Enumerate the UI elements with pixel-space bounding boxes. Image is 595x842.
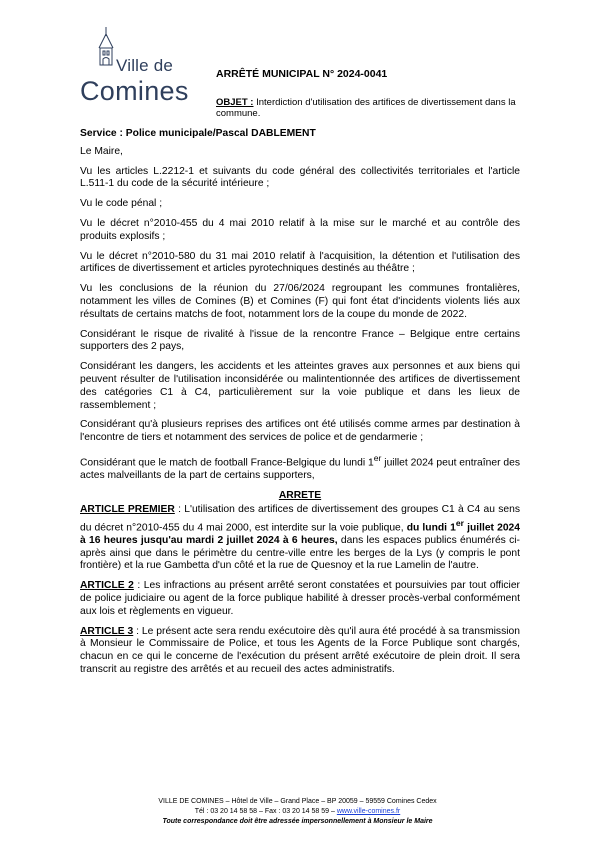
objet: [216, 97, 526, 119]
article-1-text-a: : L'utilisation des artifices de divertissement des groupes C1 à C4 au sens du décret n°2010-455 du 4 mai 2000, est interdite sur la voie publique,: [80, 503, 520, 533]
article-3-text: : Le présent acte sera rendu exécutoire dès qu'il aura été procédé à sa transmission à Monsieur le Commissaire de Police, et tous les Agents de la Force Publique sont chargés, chacun en ce qui le concerne de l'exécution du présent arrêté exécutoire de plein droit. Il sera transcrit au registre des arrêtés et au recueil des actes administratifs.: [80, 625, 520, 675]
article-3-label: ARTICLE 3: [80, 625, 134, 637]
website-link[interactable]: www.ville-comines.fr: [336, 808, 401, 815]
considerant-3: Considérant qu'à plusieurs reprises des artifices ont été utilisés comme armes par destination à l'encontre de tiers et notamment des services de police et de gendarmerie ;: [80, 419, 520, 444]
arrete-number: ARRÊTÉ MUNICIPAL N° 2024-0041: [216, 68, 388, 80]
visa-2: Vu le code pénal ;: [80, 198, 163, 210]
considerant-2: Considérant les dangers, les accidents et les atteintes graves aux personnes et aux biens qui peuvent résulter de l'utilisation inconsidérée ou malintentionnée des artifices de divertissement des catégories C1 à C4, particulièrement sur la voie publique et dans les lieux de rassemblement ;: [80, 361, 520, 411]
objet-label: OBJET :: [216, 97, 254, 108]
article-2-text: : Les infractions au présent arrêté seront constatées et poursuivies par tout officier de police judiciaire ou agent de la force publique habilité à dresser procès-verbal conformément aux lois et règlements en vigueur.: [80, 580, 520, 617]
document-body: [80, 128, 520, 684]
footer-contact: [60, 807, 535, 817]
visa-1: Vu les articles L.2212-1 et suivants du code général des collectivités territoriales et l'article L.511-1 du code de la sécurité intérieure ;: [80, 165, 520, 190]
article-2-label: ARTICLE 2: [80, 580, 134, 592]
article-1-dates-a: du lundi 1: [406, 521, 456, 533]
article-1-sup: er: [455, 517, 464, 528]
arrete-title: ARRETE: [278, 489, 322, 501]
footer-address: VILLE DE COMINES – Hôtel de Ville – Grand Place – BP 20059 – 59559 Comines Cedex: [158, 798, 437, 805]
visa-5: Vu les conclusions de la réunion du 27/06/2024 regroupant les communes frontalières, notamment les villes de Comines (B) et Comines (F) qui font état d'incidents violents liés aux résultats de certains matchs de foot, notamment lors de la coupe du monde de 2022.: [80, 283, 520, 320]
logo-text-comines: Comines: [80, 76, 189, 106]
article-1: [80, 504, 520, 573]
considerant-4-a: Considérant que le match de football France-Belgique du lundi 1: [80, 457, 374, 469]
article-1-dates-b: juillet 2024 à 16 heures jusqu'au mardi 2 juillet 2024 à 6 heures,: [80, 521, 520, 546]
objet-text: Interdiction d'utilisation des artifices de divertissement dans la commune.: [216, 97, 516, 119]
page-footer: [60, 797, 535, 827]
le-maire: Le Maire,: [80, 145, 123, 157]
considerant-4-sup: er: [373, 452, 382, 463]
city-logo: [78, 24, 198, 112]
visa-4: Vu le décret n°2010-580 du 31 mai 2010 relatif à l'acquisition, la détention et l'utilisation des artifices de divertissement et articles pyrotechniques destinés au théâtre ;: [80, 250, 520, 275]
service-line: Service : Police municipale/Pascal DABLEMENT: [80, 128, 316, 139]
article-3: [80, 626, 520, 677]
considerant-1: Considérant le risque de rivalité à l'issue de la rencontre France – Belgique entre certains supporters des 2 pays,: [80, 328, 520, 353]
footer-notice: Toute correspondance doit être adressée impersonnellement à Monsieur le Maire: [162, 818, 433, 825]
logo-text-ville: Ville de: [116, 56, 174, 75]
visa-3: Vu le décret n°2010-455 du 4 mai 2010 relatif à la mise sur le marché et au contrôle des produits explosifs ;: [80, 217, 520, 242]
footer-phone-fax: Tél : 03 20 14 58 58 – Fax : 03 20 14 58 59 –: [194, 808, 337, 815]
considerant-4: [80, 452, 520, 483]
article-1-label: ARTICLE PREMIER: [80, 503, 175, 515]
article-2: [80, 580, 520, 618]
considerant-4-b: juillet 2024 peut entraîner des actes malveillants de la part de certains supporters,: [80, 457, 520, 482]
article-1-text-c: dans les espaces publics énumérés ci-après ainsi que dans le périmètre du centre-ville entre les berges de la Lys (y compris le pont frontière) et la rue Gambetta d'un côté et la rue de Quesnoy et la rue Lamelin de l'autre.: [80, 534, 520, 572]
